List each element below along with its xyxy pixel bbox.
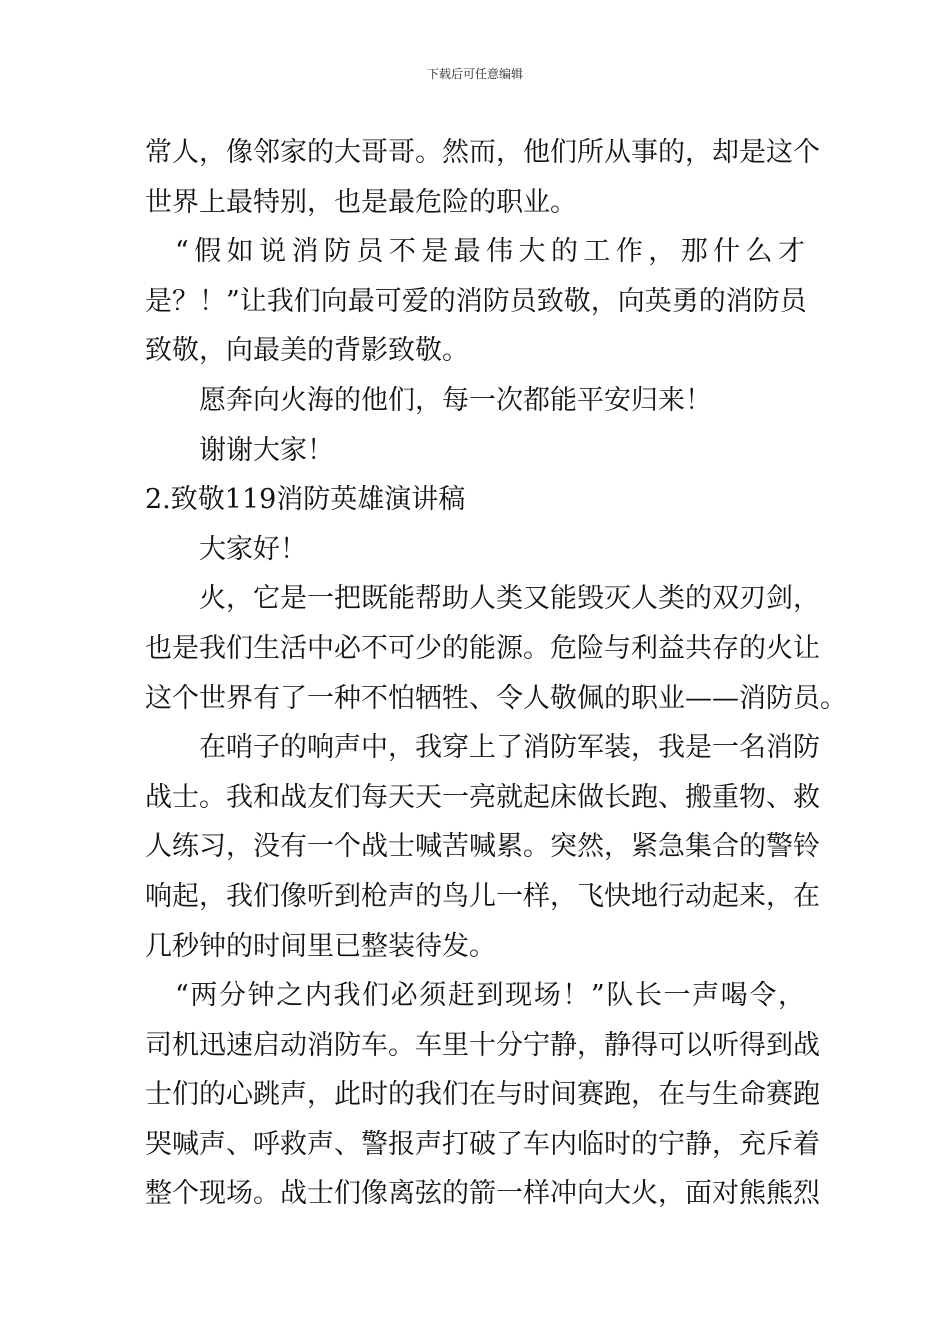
text-line: 火，它是一把既能帮助人类又能毁灭人类的双刃剑， xyxy=(199,583,820,615)
text-line: 是？！”让我们向最可爱的消防员致敬，向英勇的消防员 xyxy=(145,285,807,317)
text-line: 战士。我和战友们每天天一亮就起床做长跑、搬重物、救 xyxy=(145,781,820,813)
text-line: 士们的心跳声，此时的我们在与时间赛跑，在与生命赛跑 xyxy=(145,1079,820,1111)
text-line: 致敬，向最美的背影致敬。 xyxy=(145,335,469,367)
text-line: 几秒钟的时间里已整装待发。 xyxy=(145,930,496,962)
text-line: 人练习，没有一个战士喊苦喊累。突然，紧急集合的警铃 xyxy=(145,831,820,863)
page-header: 下载后可任意编辑 xyxy=(426,67,523,81)
text-line: 大家好！ xyxy=(199,533,307,565)
text-line: “两分钟之内我们必须赶到现场！”队长一声喝令， xyxy=(175,980,805,1012)
text-line: 这个世界有了一种不怕牺牲、令人敬佩的职业——消防员。 xyxy=(145,682,847,714)
text-line: 愿奔向火海的他们，每一次都能平安归来！ xyxy=(199,384,712,416)
document-body xyxy=(145,128,847,1219)
text-line: “假如说消防员不是最伟大的工作，那什么才 xyxy=(175,236,805,268)
text-line: 司机迅速启动消防车。车里十分宁静，静得可以听得到战 xyxy=(145,1029,820,1061)
text-line: 也是我们生活中必不可少的能源。危险与利益共存的火让 xyxy=(145,632,820,664)
text-line: 响起，我们像听到枪声的鸟儿一样，飞快地行动起来，在 xyxy=(145,880,820,912)
text-line: 哭喊声、呼救声、警报声打破了车内临时的宁静，充斥着 xyxy=(145,1128,820,1160)
text-line: 在哨子的响声中，我穿上了消防军装，我是一名消防 xyxy=(199,732,820,764)
text-line: 整个现场。战士们像离弦的箭一样冲向大火，面对熊熊烈 xyxy=(145,1178,820,1210)
section-heading: 2.致敬119消防英雄演讲稿 xyxy=(145,484,466,516)
text-line: 常人，像邻家的大哥哥。然而，他们所从事的，却是这个 xyxy=(145,137,820,168)
text-line: 谢谢大家！ xyxy=(199,434,334,466)
text-line: 世界上最特别，也是最危险的职业。 xyxy=(145,186,577,218)
